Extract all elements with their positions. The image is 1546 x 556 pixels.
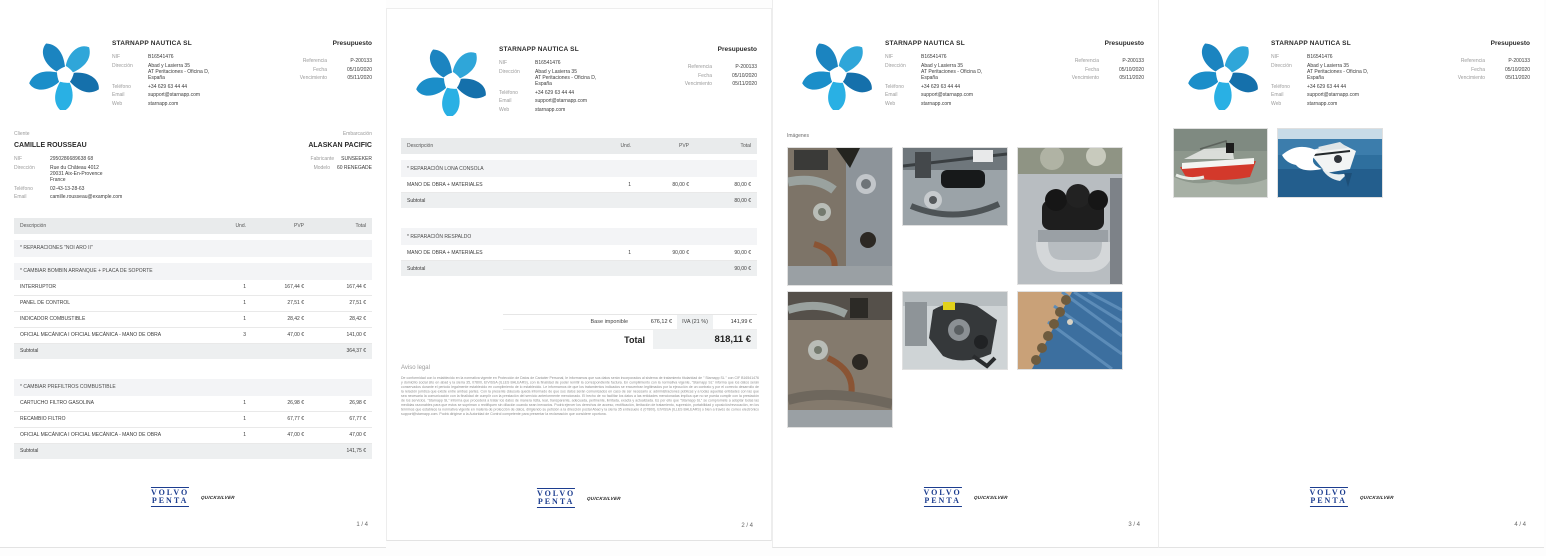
company-email-label: Email xyxy=(499,98,512,105)
company-nif-label: NIF xyxy=(1271,54,1280,60)
group-title-row: * REPARACIÓN RESPALDO xyxy=(401,228,757,245)
company-nif-label: NIF xyxy=(885,54,894,60)
page-number: 1 / 4 xyxy=(356,522,368,528)
boat-model-value: 60 RENEGADE xyxy=(336,164,372,171)
company-phone-label: Teléfono xyxy=(112,83,131,90)
vat-label: IVA (21 %) xyxy=(677,315,713,329)
company-nif-value: B16541476 xyxy=(921,54,947,60)
company-nif-value: B16541476 xyxy=(535,60,561,66)
table-row: PANEL DE CONTROL 1 27,51 € 27,51 € xyxy=(14,296,372,312)
document-type-title: Presupuesto xyxy=(1490,40,1530,47)
company-address-value: Abad y Lasierra 35 AT Peritaciones - Oficina D, España xyxy=(1307,62,1369,81)
photo-grid-boats xyxy=(1173,128,1530,198)
quicksilver-logo: QUICKSILVER xyxy=(586,495,622,501)
boat-maker-label: Fabricante xyxy=(310,156,335,162)
reference-label: Referencia xyxy=(1460,58,1485,64)
company-phone-value: +34 629 63 44 44 xyxy=(535,89,575,96)
base-amount-label: Base imponible xyxy=(590,319,629,325)
photo-engine-6 xyxy=(1017,291,1123,370)
group-title-row: * REPARACIÓN LONA CONSOLA xyxy=(401,160,757,177)
base-amount-value: 676,12 € xyxy=(650,319,673,325)
company-email-label: Email xyxy=(112,92,125,99)
table-row: RECAMBIO FILTRO 1 67,77 € 67,77 € xyxy=(14,412,372,428)
legal-notice-title: Aviso legal xyxy=(401,365,430,371)
due-date-value: 05/11/2020 xyxy=(1119,75,1144,82)
date-label: Fecha xyxy=(313,66,327,73)
client-phone-value: 02-43-13-28-63 xyxy=(50,185,85,192)
reference-value: P-200133 xyxy=(1508,58,1530,64)
photo-engine-5 xyxy=(902,291,1008,370)
due-date-value: 05/11/2020 xyxy=(1505,75,1530,82)
subtotal-row: Subtotal 80,00 € xyxy=(401,193,757,208)
starnapp-logo-icon xyxy=(1187,40,1261,110)
company-name: STARNAPP NAUTICA SL xyxy=(1271,40,1351,47)
company-phone-label: Teléfono xyxy=(1271,83,1290,90)
company-name: STARNAPP NAUTICA SL xyxy=(499,46,579,53)
company-address-label: Dirección xyxy=(885,62,906,69)
document-header xyxy=(1173,40,1530,110)
company-address-value: Abad y Lasierra 35 AT Peritaciones - Oficina D, España xyxy=(535,68,597,87)
client-boat-section xyxy=(14,131,372,203)
reference-value: P-200133 xyxy=(1122,58,1144,64)
reference-value: P-200133 xyxy=(350,58,372,64)
document-header xyxy=(14,40,372,110)
company-nif-value: B16541476 xyxy=(1307,54,1333,60)
company-phone-label: Teléfono xyxy=(885,83,904,90)
totals-box xyxy=(503,314,757,349)
date-label: Fecha xyxy=(1471,66,1485,73)
table-row: OFICIAL MECÁNICA I OFICIAL MECÁNICA - MANO DE OBRA 1 47,00 € 47,00 € xyxy=(14,428,372,444)
reference-value: P-200133 xyxy=(735,64,757,70)
table-row: OFICIAL MECÁNICA I OFICIAL MECÁNICA - MANO DE OBRA 3 47,00 € 141,00 € xyxy=(14,328,372,344)
photo-boat-red xyxy=(1173,128,1268,198)
date-value: 05/10/2020 xyxy=(346,66,372,73)
company-address-value: Abad y Lasierra 35 AT Peritaciones - Oficina D, España xyxy=(148,62,210,81)
vat-value: 141,99 € xyxy=(730,319,752,325)
subtotal-row: Subtotal 90,00 € xyxy=(401,261,757,276)
quicksilver-logo: QUICKSILVER xyxy=(200,494,236,500)
subtotal-row: Subtotal 364,37 € xyxy=(14,344,372,359)
brand-logos xyxy=(151,487,235,507)
company-address-value: Abad y Lasierra 35 AT Peritaciones - Oficina D, España xyxy=(921,62,983,81)
company-nif-value: B16541476 xyxy=(148,54,174,60)
company-email-value: support@starnapp.com xyxy=(921,92,974,99)
document-type-title: Presupuesto xyxy=(717,46,757,53)
client-address-value: Rue du Château 4012 20031 Aix-En-Provence France xyxy=(50,164,103,183)
client-email-value: camille.rousseau@example.com xyxy=(50,194,123,201)
date-value: 05/10/2020 xyxy=(731,72,757,79)
company-phone-value: +34 629 63 44 44 xyxy=(148,83,188,90)
photo-engine-1 xyxy=(787,147,893,286)
company-web-value: starnapp.com xyxy=(1307,100,1338,107)
document-type-title: Presupuesto xyxy=(1104,40,1144,47)
company-email-label: Email xyxy=(1271,92,1284,99)
company-nif-label: NIF xyxy=(499,60,508,66)
document-page-4 xyxy=(1158,0,1544,548)
client-nif-value: 2950286689638 68 xyxy=(50,156,94,162)
group-title-row: * CAMBIAR BOMBIN ARRANQUE + PLACA DE SOPORTE xyxy=(14,263,372,280)
group-title-row: * REPARACIONES "NOI ARO II" xyxy=(14,240,372,257)
company-web-label: Web xyxy=(885,100,896,107)
volvo-penta-logo: VOLVO PENTA xyxy=(150,488,190,505)
page-number: 3 / 4 xyxy=(1128,522,1140,528)
table-row: INDICADOR COMBUSTIBLE 1 28,42 € 28,42 € xyxy=(14,312,372,328)
document-page-3 xyxy=(772,0,1158,548)
images-section-label: Imágenes xyxy=(787,133,809,139)
brand-logos xyxy=(923,487,1007,507)
page-number: 2 / 4 xyxy=(741,523,753,529)
due-date-label: Vencimiento xyxy=(684,81,712,88)
company-web-label: Web xyxy=(499,106,510,113)
photo-grid-row-2 xyxy=(787,291,1144,428)
table-row: MANO DE OBRA + MATERIALES 1 90,00 € 90,00 € xyxy=(401,245,757,261)
due-date-value: 05/11/2020 xyxy=(347,75,372,82)
subtotal-row: Subtotal 141,75 € xyxy=(14,444,372,459)
company-web-label: Web xyxy=(112,100,123,107)
reference-label: Referencia xyxy=(302,58,327,64)
date-value: 05/10/2020 xyxy=(1504,66,1530,73)
company-web-value: starnapp.com xyxy=(535,106,566,113)
volvo-penta-logo: VOLVO PENTA xyxy=(923,488,962,505)
due-date-label: Vencimiento xyxy=(299,75,327,82)
company-name: STARNAPP NAUTICA SL xyxy=(885,40,965,47)
legal-notice-text: De conformidad con lo establecido en la normativa vigente en Protección de Datos de Carácter Personal, le informamos que sus datos serán incorporados al sistema de tratamiento titularidad de " Starnapp SL " con CIF B16541476 y domicilio social sito en abad y la sierra 35, 07800, EIVISSA (ILLES BALEARS), con la finalidad de poder remitir la correspondiente factura. En cumplimiento con la normativa vigente, "Starnapp SL" informa que los datos serán conservados durante el periodo legalmente establecido en cumplimiento de lo establecido. Le informamos de que los tratamientos indicados se encuentran legitimados por la ejecución de un contrato y por el correcto desarrollo de la relación jurídica que existe entre ambas partes. Con la presente cláusula queda informado de que sus datos serán comunicados en caso de ser necesario a: administraciones públicas y a todas aquellas entidades con las que sea necesaria la comunicación con la finalidad de cumplir con la prestación del servicio anteriormente mencionado. El hecho de no facilitar los datos a las entidades mencionadas implica que no se pueda cumplir con la prestación de los servicios. "Starnapp SL" informa que procederá a tratar los datos de manera lícita, leal, transparente, adecuada, pertinente, limitada, exacta y actualizada. Es por ello que "Starnapp SL" se compromete a adoptar todas las medidas razonables para que estos se supriman o rectifiquen sin dilación cuando sean inexactos. Podrá ejercer los derechos de acceso, rectificación, limitación de tratamiento, supresión, portabilidad y oposición/revocación, en los términos que establece la normativa vigente en materia de protección de datos, dirigiendo su petición a la dirección postal Abad y la sierra 35 entresuelo d (07800), EIVISSA (ILLES BALEARS) o bien a través de correo electrónico support@starnapp.com. Podrá dirigirse a la Autoridad de Control competente para presentar la reclamación que considere oportuna. xyxy=(401,376,759,416)
boat-section-label: Embarcación xyxy=(342,131,372,137)
document-page-1 xyxy=(0,0,386,548)
total-value: 818,11 € xyxy=(653,330,757,349)
brand-logos xyxy=(1309,487,1393,507)
company-web-label: Web xyxy=(1271,100,1282,107)
photo-engine-4 xyxy=(787,291,893,428)
document-header xyxy=(787,40,1144,110)
client-address-label: Dirección xyxy=(14,164,35,171)
due-date-value: 05/11/2020 xyxy=(732,81,757,88)
company-phone-value: +34 629 63 44 44 xyxy=(1307,83,1347,90)
boat-model-label: Modelo xyxy=(313,164,330,171)
client-name: CAMILLE ROUSSEAU xyxy=(14,142,87,149)
reference-label: Referencia xyxy=(1074,58,1099,64)
table-header-row: Descripción Und. PVP Total xyxy=(14,218,372,234)
company-phone-label: Teléfono xyxy=(499,89,518,96)
company-email-value: support@starnapp.com xyxy=(535,98,588,105)
starnapp-logo-icon xyxy=(415,46,489,116)
client-phone-label: Teléfono xyxy=(14,185,33,192)
document-header xyxy=(401,46,757,116)
reference-label: Referencia xyxy=(687,64,712,70)
company-email-label: Email xyxy=(885,92,898,99)
volvo-penta-logo: VOLVO PENTA xyxy=(536,489,576,506)
table-row: INTERRUPTOR 1 167,44 € 167,44 € xyxy=(14,280,372,296)
photo-boat-yacht xyxy=(1277,128,1383,198)
photo-grid-row-1 xyxy=(787,147,1144,286)
company-email-value: support@starnapp.com xyxy=(1307,92,1360,99)
company-email-value: support@starnapp.com xyxy=(148,92,201,99)
quicksilver-logo: QUICKSILVER xyxy=(1359,494,1394,500)
company-phone-value: +34 629 63 44 44 xyxy=(921,83,961,90)
date-value: 05/10/2020 xyxy=(1118,66,1144,73)
photo-engine-2 xyxy=(902,147,1008,226)
table-row: MANO DE OBRA + MATERIALES 1 80,00 € 80,00 € xyxy=(401,177,757,193)
company-address-label: Dirección xyxy=(1271,62,1292,69)
group-title-row: * CAMBIAR PREFILTROS COMBUSTIBLE xyxy=(14,379,372,396)
date-label: Fecha xyxy=(698,72,712,79)
company-nif-label: NIF xyxy=(112,54,121,60)
due-date-label: Vencimiento xyxy=(1457,75,1485,82)
table-header-row: Descripción Und. PVP Total xyxy=(401,138,757,154)
client-email-label: Email xyxy=(14,194,27,201)
items-table xyxy=(14,218,372,459)
company-name: STARNAPP NAUTICA SL xyxy=(112,40,192,47)
company-address-label: Dirección xyxy=(499,68,520,75)
legal-notice xyxy=(401,365,757,418)
quicksilver-logo: QUICKSILVER xyxy=(973,494,1008,500)
client-section-label: Cliente xyxy=(14,131,30,137)
boat-maker-value: SUNSEEKER xyxy=(341,156,372,162)
items-table xyxy=(401,138,757,276)
company-address-label: Dirección xyxy=(112,62,133,69)
photo-engine-3 xyxy=(1017,147,1123,285)
due-date-label: Vencimiento xyxy=(1071,75,1099,82)
date-label: Fecha xyxy=(1085,66,1099,73)
document-type-title: Presupuesto xyxy=(332,40,372,47)
document-page-2 xyxy=(386,8,772,541)
page-number: 4 / 4 xyxy=(1514,522,1526,528)
client-nif-label: NIF xyxy=(14,156,23,162)
company-web-value: starnapp.com xyxy=(921,100,952,107)
total-label: Total xyxy=(624,334,645,345)
starnapp-logo-icon xyxy=(28,40,102,110)
brand-logos xyxy=(537,488,621,508)
boat-name: ALASKAN PACIFIC xyxy=(308,142,372,149)
starnapp-logo-icon xyxy=(801,40,875,110)
table-row: CARTUCHO FILTRO GASOLINA 1 26,98 € 26,98 € xyxy=(14,396,372,412)
company-web-value: starnapp.com xyxy=(148,100,179,107)
volvo-penta-logo: VOLVO PENTA xyxy=(1309,488,1348,505)
